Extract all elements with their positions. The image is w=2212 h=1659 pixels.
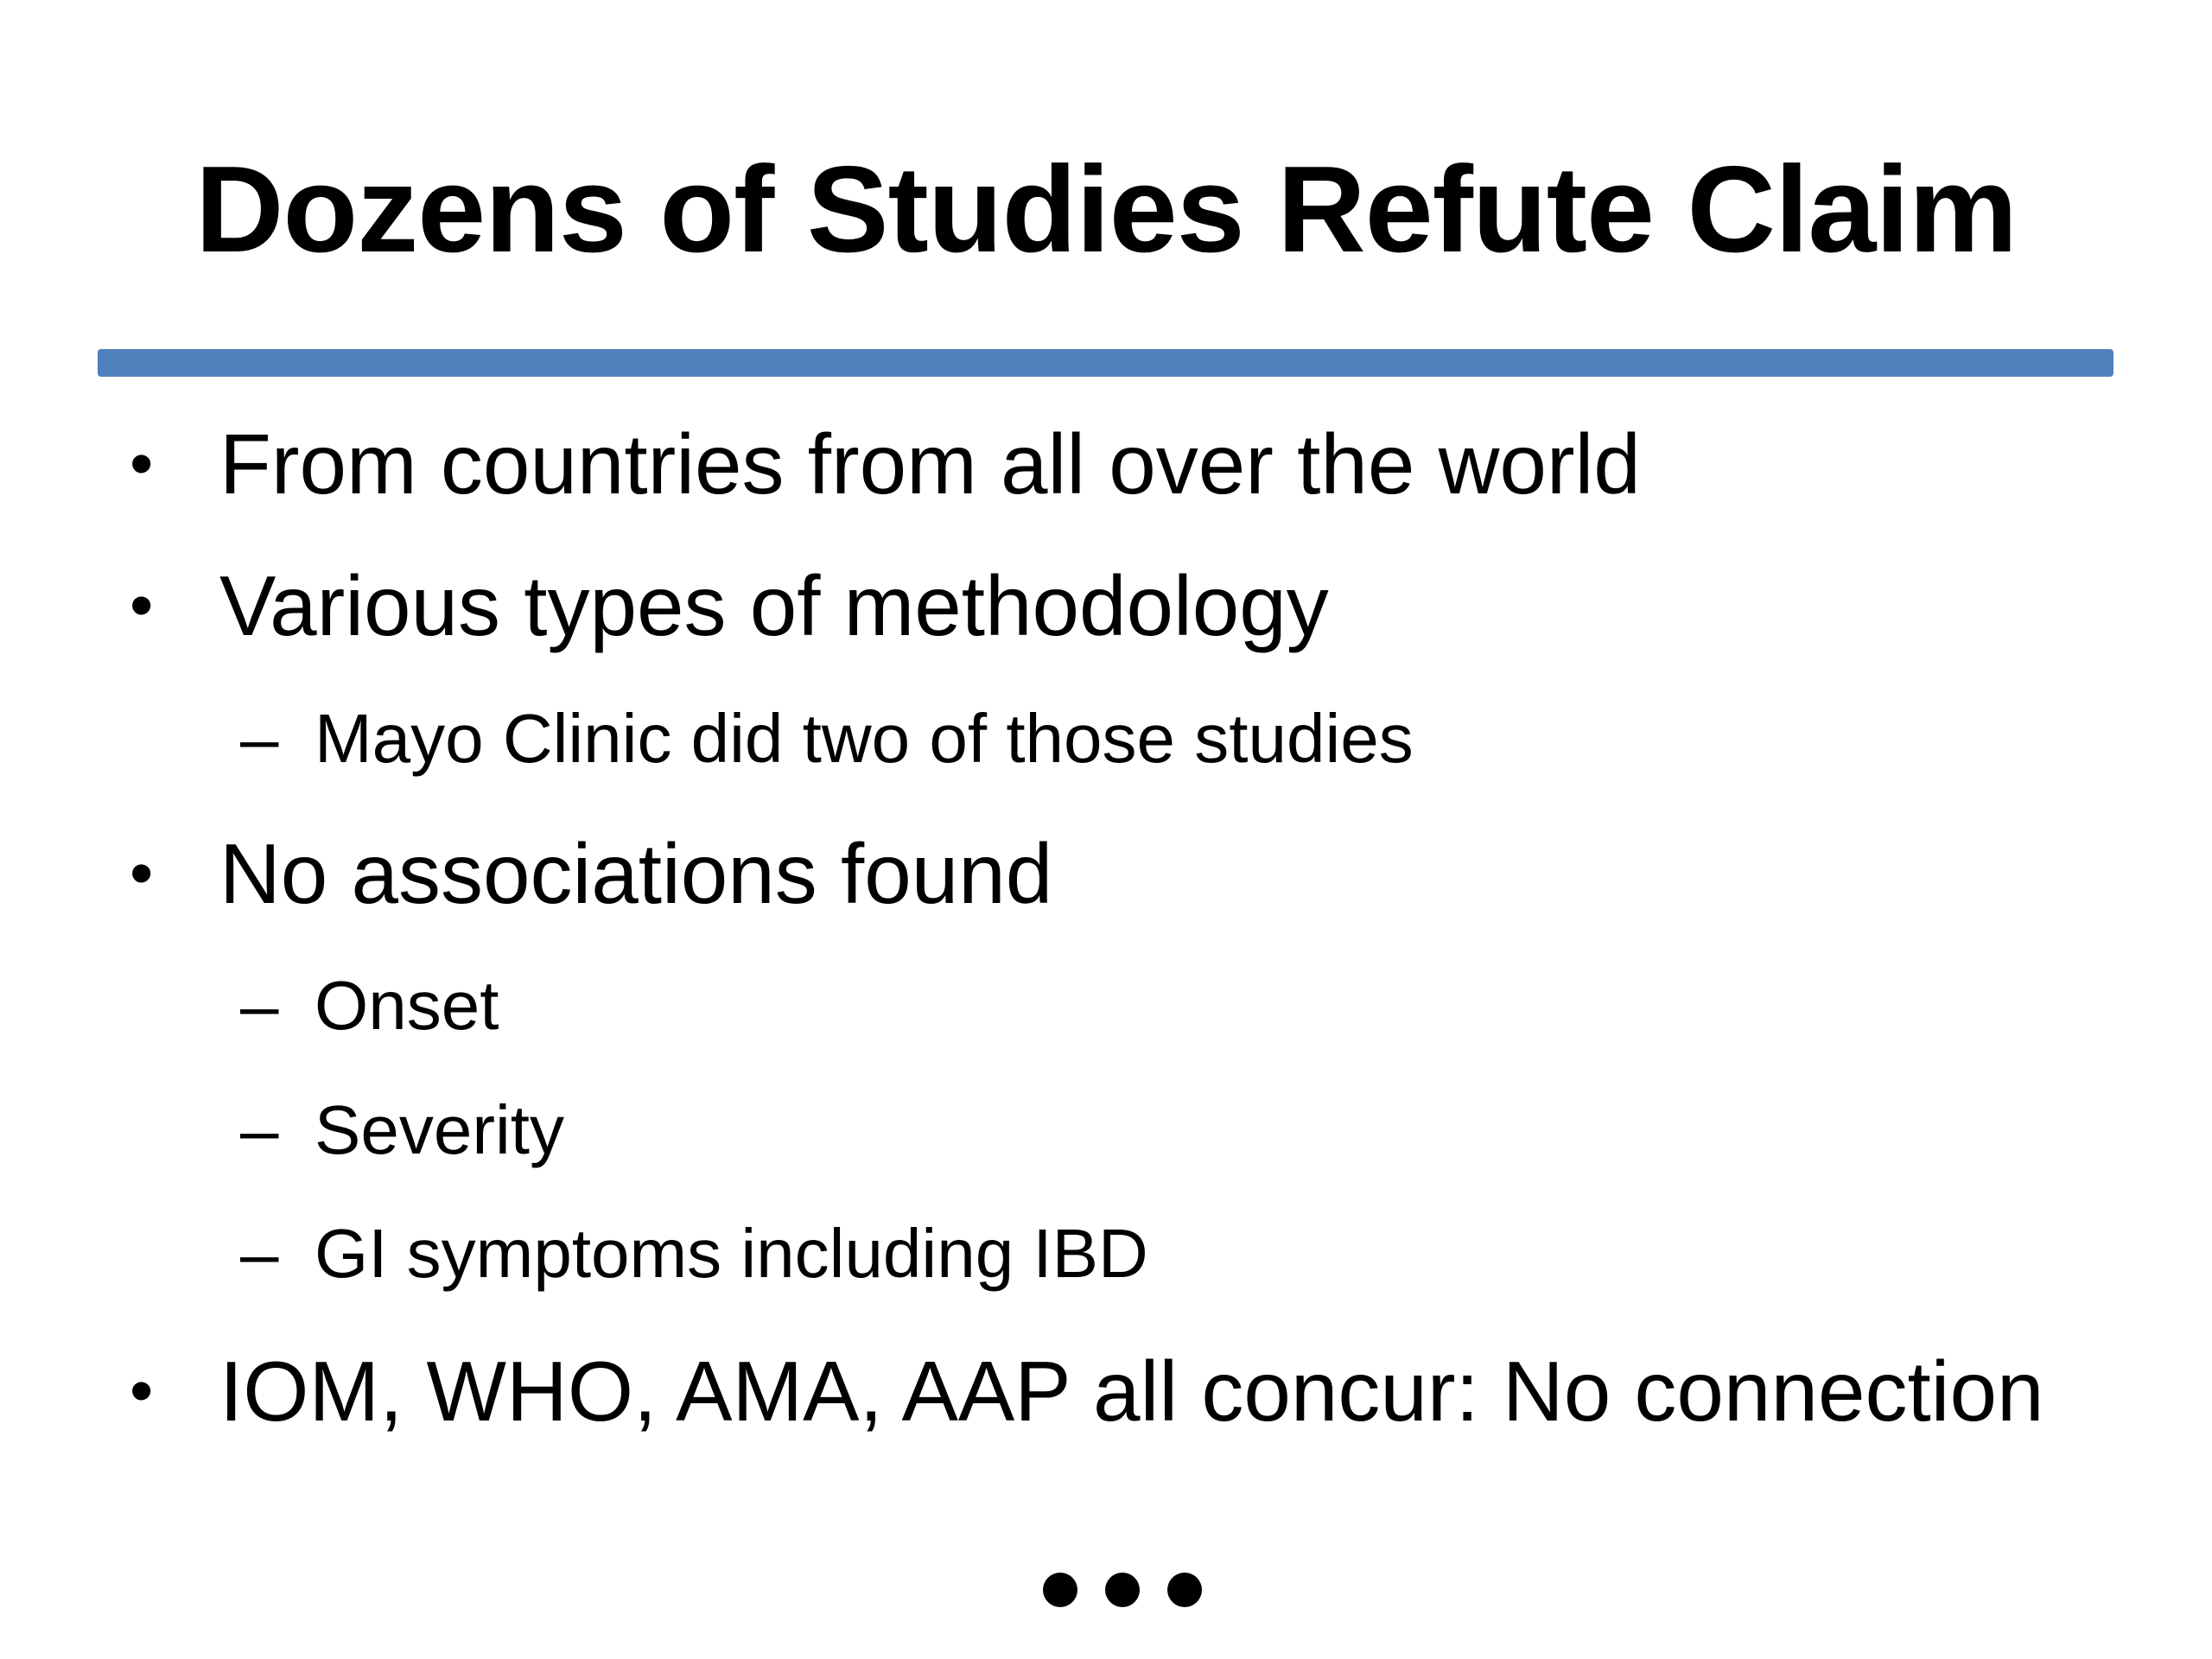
sub-bullet-item — [240, 1212, 1148, 1295]
sub-bullet-marker: – — [240, 967, 279, 1044]
bullet-marker: • — [130, 567, 154, 643]
sub-bullet-text: Onset — [315, 967, 499, 1044]
sub-bullet-marker: – — [240, 700, 279, 777]
bullet-item — [130, 554, 1329, 658]
sub-bullet-item — [240, 964, 499, 1047]
ellipsis-dot — [1043, 1573, 1077, 1607]
ellipsis-dot — [1105, 1573, 1140, 1607]
ellipsis-dot — [1167, 1573, 1202, 1607]
sub-bullet-marker: – — [240, 1091, 279, 1168]
bullet-marker: • — [130, 1352, 154, 1428]
ellipsis-icon — [1021, 1564, 1211, 1616]
bullet-marker: • — [130, 425, 154, 501]
sub-bullet-item — [240, 697, 1414, 780]
bullet-text: IOM, WHO, AMA, AAP all concur: No connection — [219, 1344, 2044, 1439]
bullet-text: No associations found — [219, 826, 1053, 921]
sub-bullet-marker: – — [240, 1215, 279, 1292]
bullet-item — [130, 822, 1052, 925]
sub-bullet-text: Mayo Clinic did two of those studies — [315, 700, 1414, 777]
sub-bullet-text: Severity — [315, 1091, 564, 1168]
sub-bullet-text: GI symptoms including IBD — [315, 1215, 1148, 1292]
bullet-item — [130, 412, 1641, 516]
title-divider — [98, 349, 2113, 377]
slide-title: Dozens of Studies Refute Claim — [194, 141, 2018, 278]
bullet-marker: • — [130, 835, 154, 911]
bullet-text: Various types of methodology — [219, 558, 1329, 653]
bullet-item — [130, 1339, 2044, 1443]
bullet-text: From countries from all over the world — [219, 416, 1641, 512]
sub-bullet-item — [240, 1089, 564, 1172]
